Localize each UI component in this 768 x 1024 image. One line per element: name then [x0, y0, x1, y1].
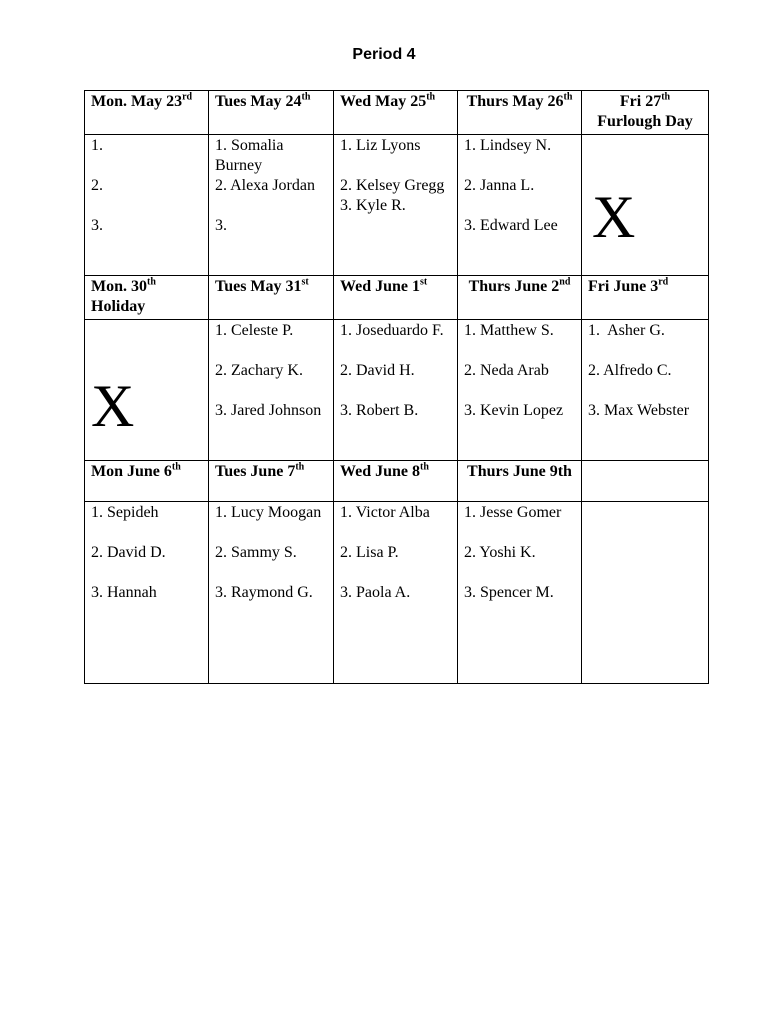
day-header-thurs-june-9: Thurs June 9th	[458, 461, 582, 502]
list-item: 2. Sammy S.	[215, 544, 297, 561]
list-item: 2. Alexa Jordan	[215, 177, 315, 194]
list-item: 3.	[91, 217, 103, 234]
entry-cell-wed-june-8	[334, 502, 458, 684]
list-item: 2. Zachary K.	[215, 362, 303, 379]
week-2-entries-row	[85, 320, 709, 461]
day-header-fri-27: Fri 27th Furlough Day	[582, 91, 709, 135]
day-header-thurs-may-26: Thurs May 26th	[458, 91, 582, 135]
list-item: 1. Celeste P.	[215, 322, 294, 339]
week-1-header-row	[85, 91, 709, 135]
entry-cell-wed-may-25	[334, 135, 458, 276]
day-header-tues-june-7: Tues June 7th	[209, 461, 334, 502]
list-item: 3. Kevin Lopez	[464, 402, 564, 419]
entry-cell-mon-30-closed	[85, 320, 209, 461]
list-item: 1. Sepideh	[91, 504, 159, 521]
day-header-wed-june-8: Wed June 8th	[334, 461, 458, 502]
week-3-entries-row	[85, 502, 709, 684]
list-item: 3. Kyle R.	[340, 197, 406, 214]
x-mark: X	[592, 184, 636, 250]
list-item: 2.	[91, 177, 103, 194]
day-header-empty	[582, 461, 709, 502]
day-header-mon-may-23: Mon. May 23rd	[85, 91, 209, 135]
list-item: 3. Hannah	[91, 584, 157, 601]
day-header-mon-30: Mon. 30th Holiday	[85, 276, 209, 320]
holiday-note: Holiday	[91, 298, 146, 315]
list-item: 2. Janna L.	[464, 177, 535, 194]
list-item: 2. David H.	[340, 362, 415, 379]
list-item: 2. Yoshi K.	[464, 544, 536, 561]
list-item: 1. Joseduardo F.	[340, 322, 444, 339]
list-item: 3. Robert B.	[340, 402, 419, 419]
furlough-day-note: Furlough Day	[597, 113, 693, 130]
day-header-thurs-june-2: Thurs June 2nd	[458, 276, 582, 320]
page-title: Period 4	[352, 46, 416, 63]
entry-cell-mon-june-6	[85, 502, 209, 684]
day-header-tues-may-24: Tues May 24th	[209, 91, 334, 135]
list-item: 2. Lisa P.	[340, 544, 399, 561]
list-item: 1. Asher G.	[588, 322, 665, 339]
day-header-fri-june-3: Fri June 3rd	[582, 276, 709, 320]
x-mark: X	[91, 373, 135, 439]
list-item: 1. Somalia Burney	[215, 137, 284, 174]
entry-cell-thurs-may-26	[458, 135, 582, 276]
day-header-mon-june-6: Mon June 6th	[85, 461, 209, 502]
entry-cell-empty	[582, 502, 709, 684]
list-item: 3. Max Webster	[588, 402, 690, 419]
week-3-header-row	[85, 461, 709, 502]
list-item: 3. Spencer M.	[464, 584, 554, 601]
day-header-wed-may-25: Wed May 25th	[334, 91, 458, 135]
entry-cell-fri-june-3	[582, 320, 709, 461]
list-item: 1. Victor Alba	[340, 504, 430, 521]
entry-cell-mon-may-23	[85, 135, 209, 276]
list-item: 1. Lindsey N.	[464, 137, 552, 154]
week-1-entries-row	[85, 135, 709, 276]
entry-cell-tues-june-7	[209, 502, 334, 684]
list-item: 2. Neda Arab	[464, 362, 549, 379]
list-item: 2. David D.	[91, 544, 166, 561]
list-item: 1. Lucy Moogan	[215, 504, 322, 521]
entry-cell-wed-june-1	[334, 320, 458, 461]
list-item: 3. Edward Lee	[464, 217, 558, 234]
entry-cell-tues-may-31	[209, 320, 334, 461]
entry-cell-tues-may-24	[209, 135, 334, 276]
list-item: 3. Paola A.	[340, 584, 411, 601]
list-item: 2. Alfredo C.	[588, 362, 672, 379]
list-item: 1. Matthew S.	[464, 322, 554, 339]
list-item: 1.	[91, 137, 103, 154]
list-item: 2. Kelsey Gregg	[340, 177, 445, 194]
list-item: 3.	[215, 217, 227, 234]
entry-cell-thurs-june-9	[458, 502, 582, 684]
list-item: 1. Liz Lyons	[340, 137, 421, 154]
week-2-header-row	[85, 276, 709, 320]
list-item: 3. Raymond G.	[215, 584, 313, 601]
list-item: 3. Jared Johnson	[215, 402, 322, 419]
day-header-wed-june-1: Wed June 1st	[334, 276, 458, 320]
list-item: 1. Jesse Gomer	[464, 504, 562, 521]
entry-cell-thurs-june-2	[458, 320, 582, 461]
presentation-schedule-table	[84, 90, 709, 684]
entry-cell-fri-27-closed	[582, 135, 709, 276]
day-header-tues-may-31: Tues May 31st	[209, 276, 334, 320]
